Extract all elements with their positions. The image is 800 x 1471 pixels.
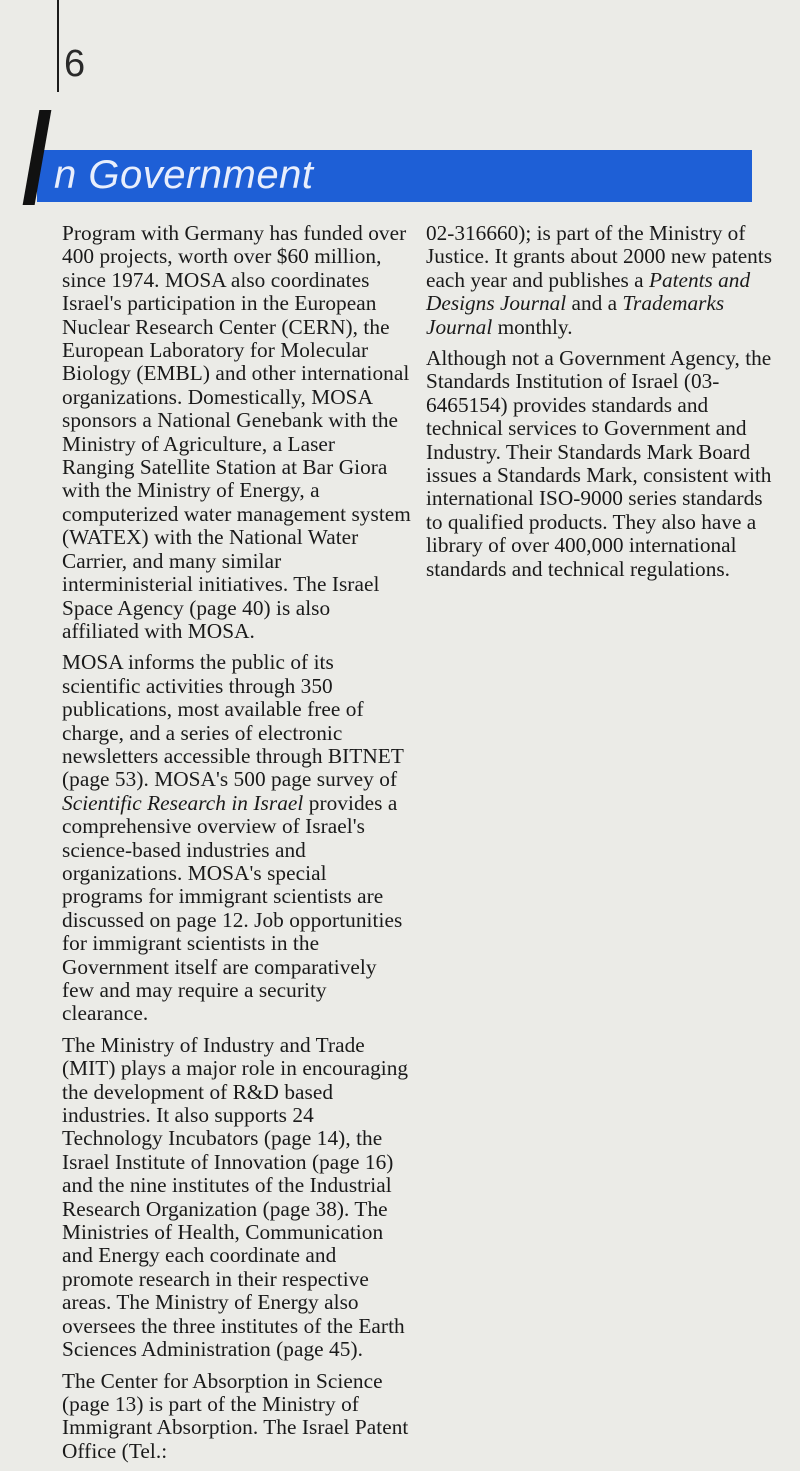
paragraph: Program with Germany has funded over 400 projects, worth over $60 million, since 1974. MOSA also coordinates Israel's participation in the European Nuclear Research Center (CERN), the European Laboratory for Molecular Biology (EMBL) and other international organizations. Domestically, MOSA sponsors a National Genebank with the Ministry of Agriculture, a Laser Ranging Satellite Station at Bar Giora with the Ministry of Energy, a computerized water management system (WATEX) with the National Water Carrier, and many similar interministerial initiatives. The Israel Space Agency (page 40) is also affiliated with MOSA. [62,221,411,643]
paragraph: Although not a Government Agency, the Standards Institution of Israel (03-6465154) provides standards and technical services to Government and Industry. Their Standards Mark Board issues a Standards Mark, consistent with international ISO-9000 series standards to qualified products. They also have a library of over 400,000 international standards and technical regulations. [426,346,772,581]
paragraph [62,651,412,1026]
paragraph-text: monthly. [492,314,573,339]
section-title: n Government [54,153,314,197]
paragraph-text: and a [566,291,623,316]
top-rule [57,0,59,92]
paragraph: The Center for Absorption in Science (page 13) is part of the Ministry of Immigrant Absorption. The Israel Patent Office (Tel.: [62,1368,409,1463]
paragraph: The Ministry of Industry and Trade (MIT) plays a major role in encouraging the development of R&D based industries. It also supports 24 Technology Incubators (page 14), the Israel Institute of Innovation (page 16) and the nine institutes of the Industrial Research Organization (page 38). The Ministries of Health, Communication and Energy each coordinate and promote research in their respective areas. The Ministry of Energy also oversees the three institutes of the Earth Sciences Administration (page 45). [62,1032,409,1362]
publication-title: Trademarks Journal [426,291,725,339]
paragraph-text: MOSA informs the public of its scientific activities through 350 publications, most available free of charge, and a series of electronic newsletters accessible through BITNET (page 53). MOSA's 500 page survey of [62,650,404,792]
publication-title: Patents and Designs Journal [426,267,751,316]
paragraph-text: 02-316660); is part of the Ministry of Justice. It grants about 2000 new patents each year and publishes a [426,221,773,292]
publication-title: Scientific Research in Israel [62,790,304,815]
page-number: 6 [64,43,86,85]
right-column [426,222,774,589]
left-column [62,222,412,1471]
paragraph-text: provides a comprehensive overview of Israel's science-based industries and organizations. MOSA's special programs for immigrant scientists are discussed on page 12. Job opportunities for immigrant scientists in the Government itself are comparatively few and may require a security clearance. [62,790,403,1026]
paragraph [426,222,774,339]
